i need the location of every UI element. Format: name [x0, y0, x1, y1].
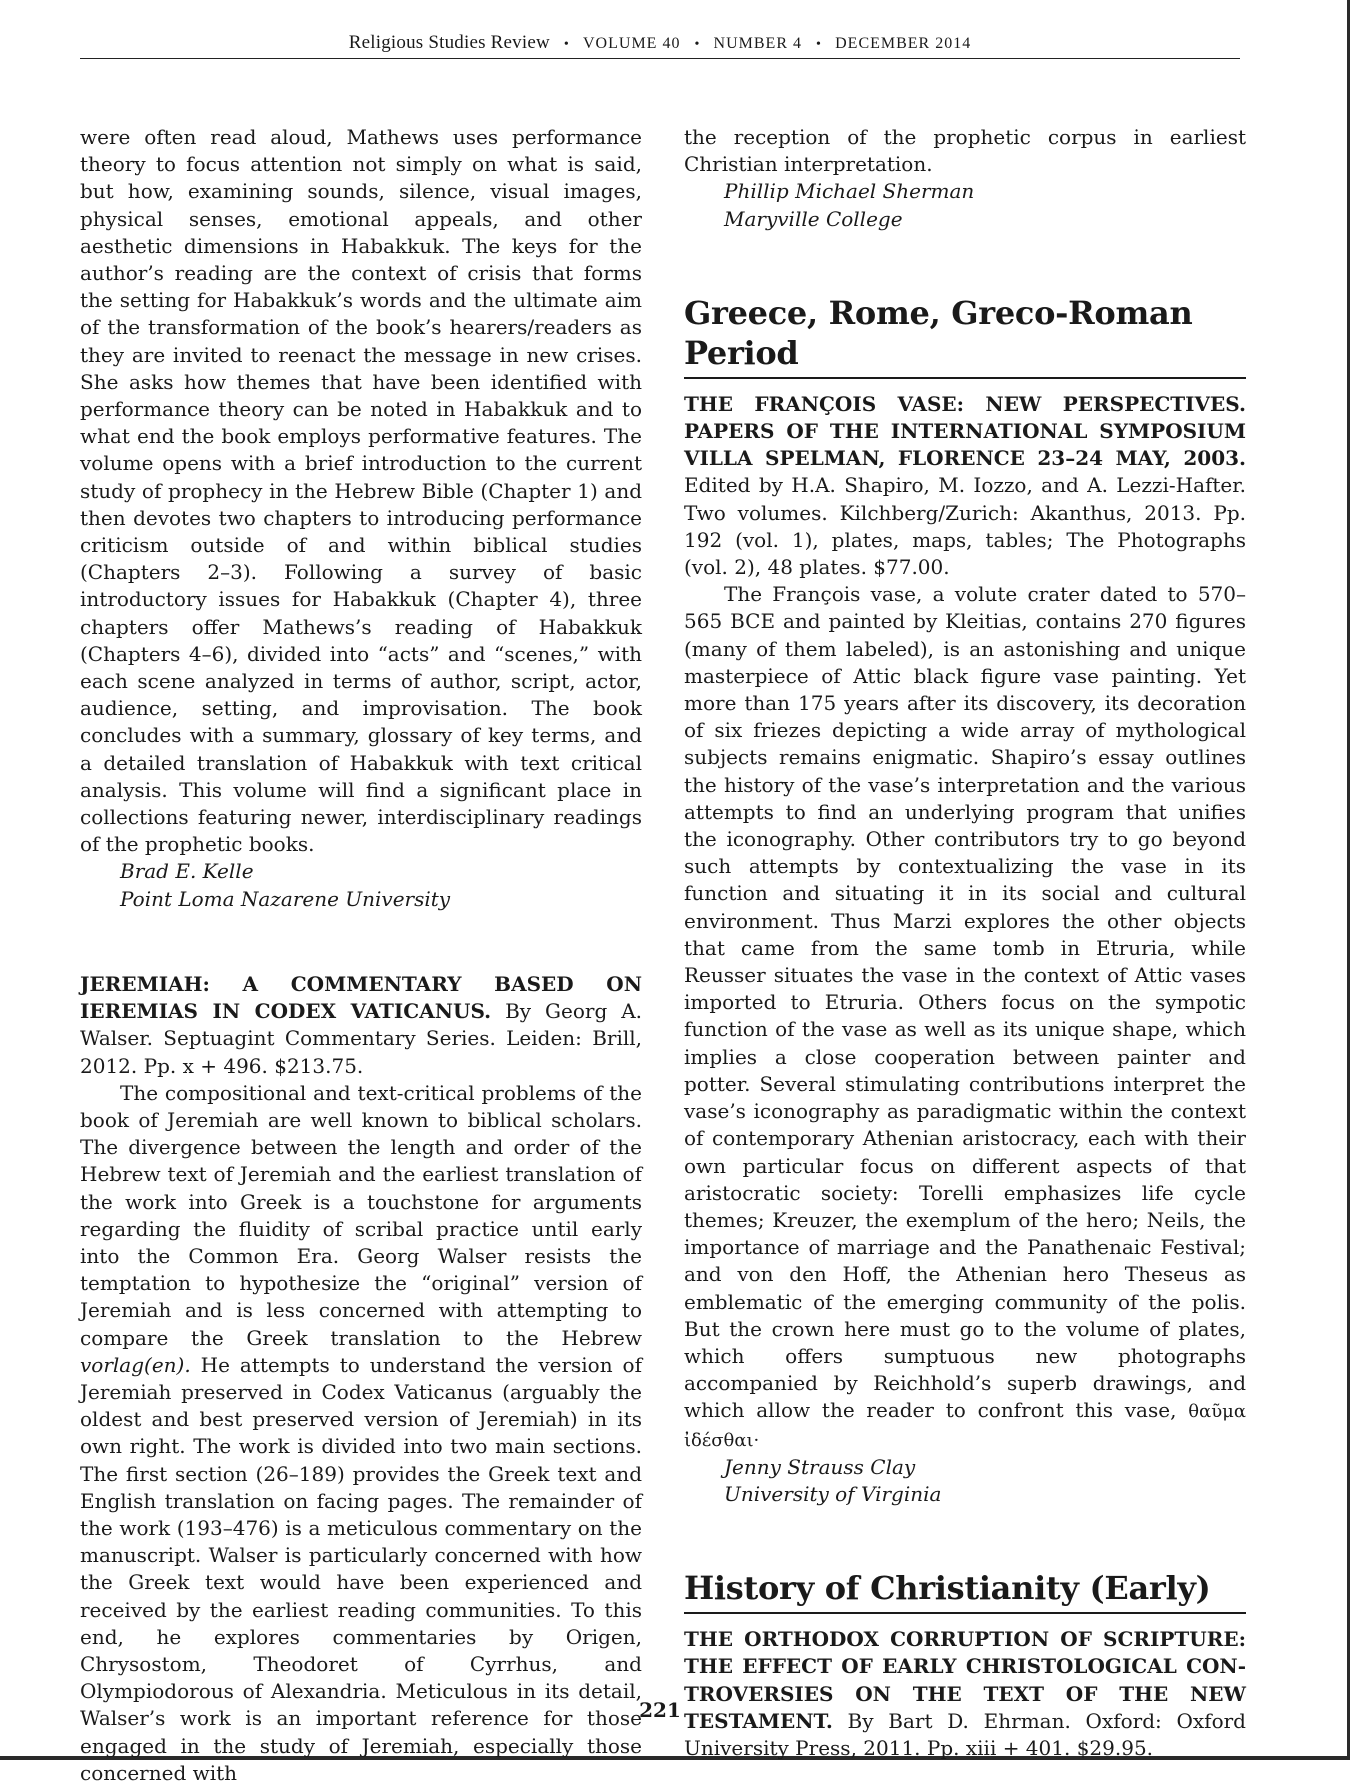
greek-quotation: θαῦμα ἰδέσθαι·	[684, 1401, 1246, 1451]
separator-bullet: •	[694, 37, 700, 52]
book-title: THE ORTHODOX CORRUPTION OF SCRIPTURE: THE EFFECT OF EARLY CHRISTOLOGICAL CONTROVERSIES ON THE TEXT OF THE NEW TESTAMENT.	[684, 1627, 1246, 1733]
spacer	[80, 913, 642, 971]
journal-name: Religious Studies Review	[348, 32, 550, 53]
right-column	[684, 124, 1246, 1762]
book-bibliography: Edited by H.A. Shapiro, M. Iozzo, and A. Lezzi-Hafter. Two volumes. Kilchberg/Zurich: Akanthus, 2013. Pp. 192 (vol. 1), plates, maps, tables; The Photographs (vol. 2), 48 plates. $77.00.	[684, 473, 1246, 580]
number-label: NUMBER 4	[713, 35, 802, 52]
review-body-text: The compositional and text-critical problems of the book of Jeremiah are well known to biblical scholars. The divergence between the length and order of the Hebrew text of Jeremiah and the earliest translation of the work into Greek is a touchstone for arguments regarding the fluidity of scribal practice until early into the Common Era. Georg Walser resists the temptation to hypothesize the “original” version of Jeremiah and is less concerned with attempting to compare the Greek translation to the Hebrew	[80, 1080, 642, 1350]
reviewer-affiliation: Point Loma Nazarene University	[120, 886, 451, 911]
review-body-text: He attempts to understand the version of Jeremiah preserved in Codex Vaticanus (arguably the oldest and best preserved version of Jeremiah) in its own right. The work is divided into two main sections. The first section (26–189) provides the Greek text and English translation on facing pages. The remainder of the work (193–476) is a meticulous commentary on the manuscript. Walser is particularly concerned with how the Greek text would have been experienced and received by the earliest reading communities. To this end, he explores commentaries by Origen, Chrysostom, Theodoret of Cyrrhus, and Olympiodorous of Alexandria. Meticulous in its detail, Walser’s work is an important reference for those engaged in the study of Jeremiah, especially those concerned with	[80, 1352, 642, 1785]
section-heading: Greece, Rome, Greco-Roman Period	[684, 293, 1246, 379]
review-heading	[684, 391, 1246, 581]
reviewer-name: Jenny Strauss Clay	[724, 1454, 916, 1479]
reviewer-name: Phillip Michael Sherman	[724, 179, 975, 204]
reviewer-name: Brad E. Kelle	[120, 859, 254, 884]
header-rule	[80, 58, 1240, 59]
review-body-paragraph	[80, 1080, 642, 1787]
review-body-paragraph	[684, 581, 1246, 1454]
volume-label: VOLUME 40	[583, 35, 681, 52]
left-column	[80, 124, 642, 1787]
separator-bullet: •	[563, 37, 569, 52]
review-heading	[684, 1626, 1246, 1762]
spacer	[684, 233, 1246, 293]
review-continuation-paragraph: were often read aloud, Mathews uses performance theory to focus attention not simply on what is said, but how, examining sounds, silence, visual images, physical senses, emotional appeals, and other aesthetic dimensions in Habakkuk. The keys for the author’s reading are the context of crisis that forms the setting for Habakkuk’s words and the ultimate aim of the transformation of the book’s hearers/readers as they are invited to reenact the message in new crises. She asks how themes that have been identified with performance theory can be noted in Habakkuk and to what end the book employs performative features. The volume opens with a brief introduction to the current study of prophecy in the Hebrew Bible (Chapter 1) and then devotes two chapters to introducing performance criticism outside of and within biblical studies (Chapters 2–3). Following a survey of basic introductory issues for Habakkuk (Chapter 4), three chapters offer Mathews’s reading of Habakkuk (Chapters 4–6), divided into “acts” and “scenes,” with each scene analyzed in terms of author, script, actor, audience, setting, and improvisation. The book concludes with a summary, glossary of key terms, and a detailed translation of Habakkuk with text critical analysis. This volume will find a significant place in collections featuring newer, interdisciplinary readings of the prophetic books.	[80, 125, 642, 857]
page-number: 221	[639, 1698, 681, 1722]
running-head	[80, 30, 1240, 57]
review-body-text: The François vase, a volute crater dated to 570–565 BCE and painted by Kleitias, contains 270 figures (many of them labeled), is an astonishing and unique masterpiece of Attic black figure vase painting. Yet more than 175 years after its discovery, its decoration of six friezes depicting a wide array of mythological subjects remains enigmatic. Shapiro’s essay outlines the history of the vase’s interpretation and the various attempts to find an underlying program that unifies the iconography. Other contributors try to go beyond such attempts by contextualizing the vase in its function and situating it in its social and cultural environment. Thus Marzi explores the other objects that came from the same tomb in Etruria, while Reusser situates the vase in the context of Attic vases imported to Etruria. Others focus on the sympotic function of the vase as well as its unique shape, which implies a close cooperation between painter and potter. Several stimulating contributions interpret the vase’s iconography as paradigmatic within the context of contemporary Athenian aristocracy, each with their own particular focus on different aspects of that aristocratic society: Torelli emphasizes life cycle themes; Kreuzer, the exemplum of the hero; Neils, the importance of marriage and the Panathenaic Festival; and von den Hoff, the Athenian hero Theseus as emblematic of the emerging community of the polis. But the crown here must go to the volume of plates, which offers sumptuous new photographs accompanied by Reichhold’s superb drawings, and which allow the reader to confront this vase,	[684, 582, 1246, 1423]
separator-bullet: •	[816, 37, 822, 52]
book-bibliography: By Bart D. Ehrman. Oxford: Oxford University Press, 2011. Pp. xiii + 401. $29.95.	[684, 1708, 1246, 1760]
section-heading: History of Christianity (Early)	[684, 1568, 1246, 1614]
review-continuation-paragraph: the reception of the prophetic corpus in earliest Christian interpretation.	[684, 125, 1246, 177]
reviewer-affiliation: Maryville College	[724, 206, 903, 231]
review-body-emphasis: vorlag(en).	[80, 1352, 191, 1377]
book-title: THE FRANÇOIS VASE: NEW PERSPECTIVES. PAPERS OF THE INTERNATIONAL SYMPOSIUM VILLA SPELMAN, FLORENCE 23–24 MAY, 2003.	[684, 391, 1246, 471]
book-title: JEREMIAH: A COMMENTARY BASED ON IEREMIAS IN CODEX VATICANUS.	[80, 971, 642, 1024]
spacer	[684, 1508, 1246, 1568]
book-bibliography: By Georg A. Walser. Septuagint Commentary Series. Leiden: Brill, 2012. Pp. x + 496. $213.75.	[80, 999, 642, 1078]
issue-date: DECEMBER 2014	[835, 35, 972, 52]
review-heading	[80, 971, 642, 1080]
reviewer-affiliation: University of Virginia	[724, 1481, 942, 1506]
